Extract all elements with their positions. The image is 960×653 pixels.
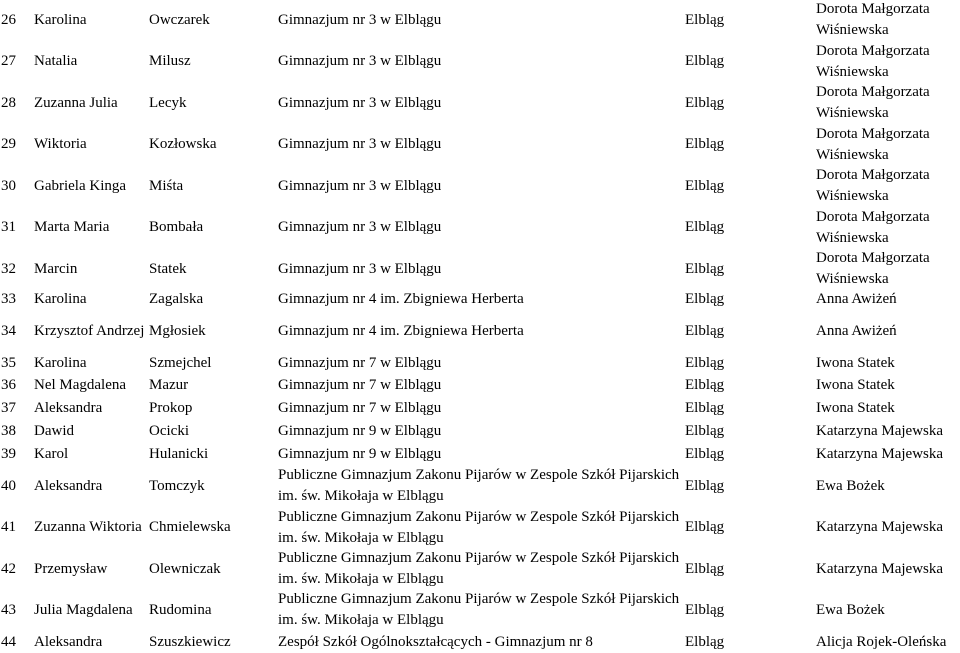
row-number: 39 [1, 445, 16, 462]
last-name: Olewniczak [149, 560, 221, 577]
row-number: 28 [1, 94, 16, 111]
teacher-name: Dorota Małgorzata Wiśniewska [816, 1, 930, 38]
last-name: Zagalska [149, 290, 204, 307]
teacher-name: Iwona Statek [816, 399, 895, 416]
school-name: Gimnazjum nr 7 w Elblągu [278, 399, 442, 416]
table-row [0, 466, 960, 506]
last-name: Tomczyk [149, 477, 205, 494]
table-row [0, 311, 960, 352]
table-row [0, 374, 960, 396]
teacher-name: Anna Awiżeń [816, 323, 897, 339]
table-row [0, 549, 960, 589]
school-name: Publiczne Gimnazjum Zakonu Pijarów w Zespole Szkół Pijarskich im. św. Mikołaja w Elblągu [278, 508, 680, 546]
city: Elbląg [685, 376, 725, 393]
last-name: Kozłowska [149, 136, 217, 152]
city: Elbląg [685, 136, 725, 152]
city: Elbląg [685, 219, 725, 235]
table-row [0, 443, 960, 465]
table-row [0, 507, 960, 548]
first-name: Aleksandra [34, 477, 103, 494]
city: Elbląg [685, 445, 725, 462]
first-name: Krzysztof Andrzej [34, 323, 145, 339]
last-name: Hulanicki [149, 445, 209, 462]
first-name: Julia Magdalena [34, 601, 133, 618]
first-name: Marcin [34, 260, 78, 277]
last-name: Mazur [149, 376, 189, 393]
teacher-name: Dorota Małgorzata Wiśniewska [816, 84, 930, 121]
school-name: Gimnazjum nr 3 w Elblągu [278, 53, 442, 69]
teacher-name: Alicja Rojek-Oleńska [816, 633, 947, 650]
teacher-name: Dorota Małgorzata Wiśniewska [816, 167, 930, 204]
city: Elbląg [685, 177, 725, 194]
city: Elbląg [685, 519, 725, 535]
first-name: Przemysław [34, 560, 108, 577]
city: Elbląg [685, 94, 725, 111]
city: Elbląg [685, 354, 725, 371]
last-name: Milusz [149, 53, 191, 69]
school-name: Gimnazjum nr 3 w Elblągu [278, 94, 442, 111]
row-number: 42 [1, 560, 16, 577]
first-name: Karol [34, 445, 69, 462]
row-number: 36 [1, 376, 16, 393]
teacher-name: Anna Awiżeń [816, 290, 897, 307]
first-name: Aleksandra [34, 633, 103, 650]
first-name: Marta Maria [34, 219, 110, 235]
city: Elbląg [685, 633, 725, 650]
last-name: Bombała [149, 219, 204, 235]
teacher-name: Ewa Bożek [816, 477, 885, 494]
last-name: Mgłosiek [149, 323, 206, 339]
first-name: Zuzanna Julia [34, 94, 118, 111]
table-row [0, 397, 960, 419]
city: Elbląg [685, 422, 725, 439]
row-number: 44 [1, 633, 16, 650]
row-number: 37 [1, 399, 16, 416]
school-name: Gimnazjum nr 7 w Elblągu [278, 376, 442, 393]
school-name: Publiczne Gimnazjum Zakonu Pijarów w Zespole Szkół Pijarskich im. św. Mikołaja w Elblągu [278, 591, 680, 628]
last-name: Owczarek [149, 11, 210, 28]
teacher-name: Iwona Statek [816, 354, 895, 371]
last-name: Miśta [149, 177, 184, 194]
row-number: 27 [1, 53, 16, 69]
row-number: 35 [1, 354, 16, 371]
row-number: 41 [1, 519, 16, 535]
city: Elbląg [685, 477, 725, 494]
first-name: Zuzanna Wiktoria [34, 519, 142, 535]
table-row [0, 249, 960, 289]
teacher-name: Dorota Małgorzata Wiśniewska [816, 42, 930, 80]
last-name: Szuszkiewicz [149, 633, 231, 650]
city: Elbląg [685, 53, 725, 69]
teacher-name: Iwona Statek [816, 376, 895, 393]
school-name: Gimnazjum nr 3 w Elblągu [278, 219, 442, 235]
last-name: Szmejchel [149, 354, 212, 371]
first-name: Wiktoria [34, 136, 87, 152]
table-row [0, 83, 960, 123]
table-row [0, 590, 960, 630]
first-name: Nel Magdalena [34, 376, 127, 393]
last-name: Prokop [149, 399, 193, 416]
city: Elbląg [685, 601, 725, 618]
teacher-name: Katarzyna Majewska [816, 560, 944, 577]
school-name: Gimnazjum nr 3 w Elblągu [278, 136, 442, 152]
table-row [0, 41, 960, 82]
city: Elbląg [685, 260, 725, 277]
row-number: 26 [1, 11, 16, 28]
first-name: Karolina [34, 354, 87, 371]
row-number: 34 [1, 323, 16, 339]
table-row [0, 166, 960, 206]
city: Elbląg [685, 11, 725, 28]
last-name: Rudomina [149, 601, 212, 618]
row-number: 33 [1, 290, 16, 307]
table-row [0, 207, 960, 248]
school-name: Publiczne Gimnazjum Zakonu Pijarów w Zespole Szkół Pijarskich im. św. Mikołaja w Elblągu [278, 467, 680, 504]
table-row [0, 0, 960, 40]
teacher-name: Dorota Małgorzata Wiśniewska [816, 125, 930, 163]
city: Elbląg [685, 323, 725, 339]
school-name: Gimnazjum nr 7 w Elblągu [278, 354, 442, 371]
last-name: Ocicki [149, 422, 189, 439]
row-number: 31 [1, 219, 16, 235]
teacher-name: Ewa Bożek [816, 601, 885, 618]
city: Elbląg [685, 399, 725, 416]
school-name: Gimnazjum nr 3 w Elblągu [278, 177, 442, 194]
teacher-name: Katarzyna Majewska [816, 445, 944, 462]
row-number: 30 [1, 177, 16, 194]
first-name: Karolina [34, 11, 87, 28]
teacher-name: Katarzyna Majewska [816, 519, 944, 535]
first-name: Aleksandra [34, 399, 103, 416]
row-number: 38 [1, 422, 16, 439]
first-name: Natalia [34, 53, 78, 69]
table-row [0, 124, 960, 165]
teacher-name: Dorota Małgorzata Wiśniewska [816, 208, 930, 246]
first-name: Gabriela Kinga [34, 177, 127, 194]
school-name: Gimnazjum nr 9 w Elblągu [278, 422, 442, 439]
last-name: Statek [149, 260, 187, 277]
teacher-name: Dorota Małgorzata Wiśniewska [816, 250, 930, 287]
last-name: Chmielewska [149, 519, 231, 535]
row-number: 32 [1, 260, 16, 277]
city: Elbląg [685, 290, 725, 307]
table-row [0, 420, 960, 442]
first-name: Dawid [34, 422, 74, 439]
school-name: Gimnazjum nr 9 w Elblągu [278, 445, 442, 462]
teacher-name: Katarzyna Majewska [816, 422, 944, 439]
first-name: Karolina [34, 290, 87, 307]
school-name: Gimnazjum nr 4 im. Zbigniewa Herberta [278, 290, 524, 307]
row-number: 43 [1, 601, 16, 618]
school-name: Gimnazjum nr 4 im. Zbigniewa Herberta [278, 323, 524, 339]
school-name: Gimnazjum nr 3 w Elblągu [278, 260, 442, 277]
table-row [0, 352, 960, 374]
table-row [0, 288, 960, 310]
table-row [0, 631, 960, 653]
last-name: Lecyk [149, 94, 187, 111]
row-number: 29 [1, 136, 16, 152]
school-name: Publiczne Gimnazjum Zakonu Pijarów w Zespole Szkół Pijarskich im. św. Mikołaja w Elblągu [278, 550, 680, 587]
school-name: Zespół Szkół Ogólnokształcących - Gimnazjum nr 8 [278, 633, 593, 650]
school-name: Gimnazjum nr 3 w Elblągu [278, 11, 442, 28]
city: Elbląg [685, 560, 725, 577]
row-number: 40 [1, 477, 16, 494]
